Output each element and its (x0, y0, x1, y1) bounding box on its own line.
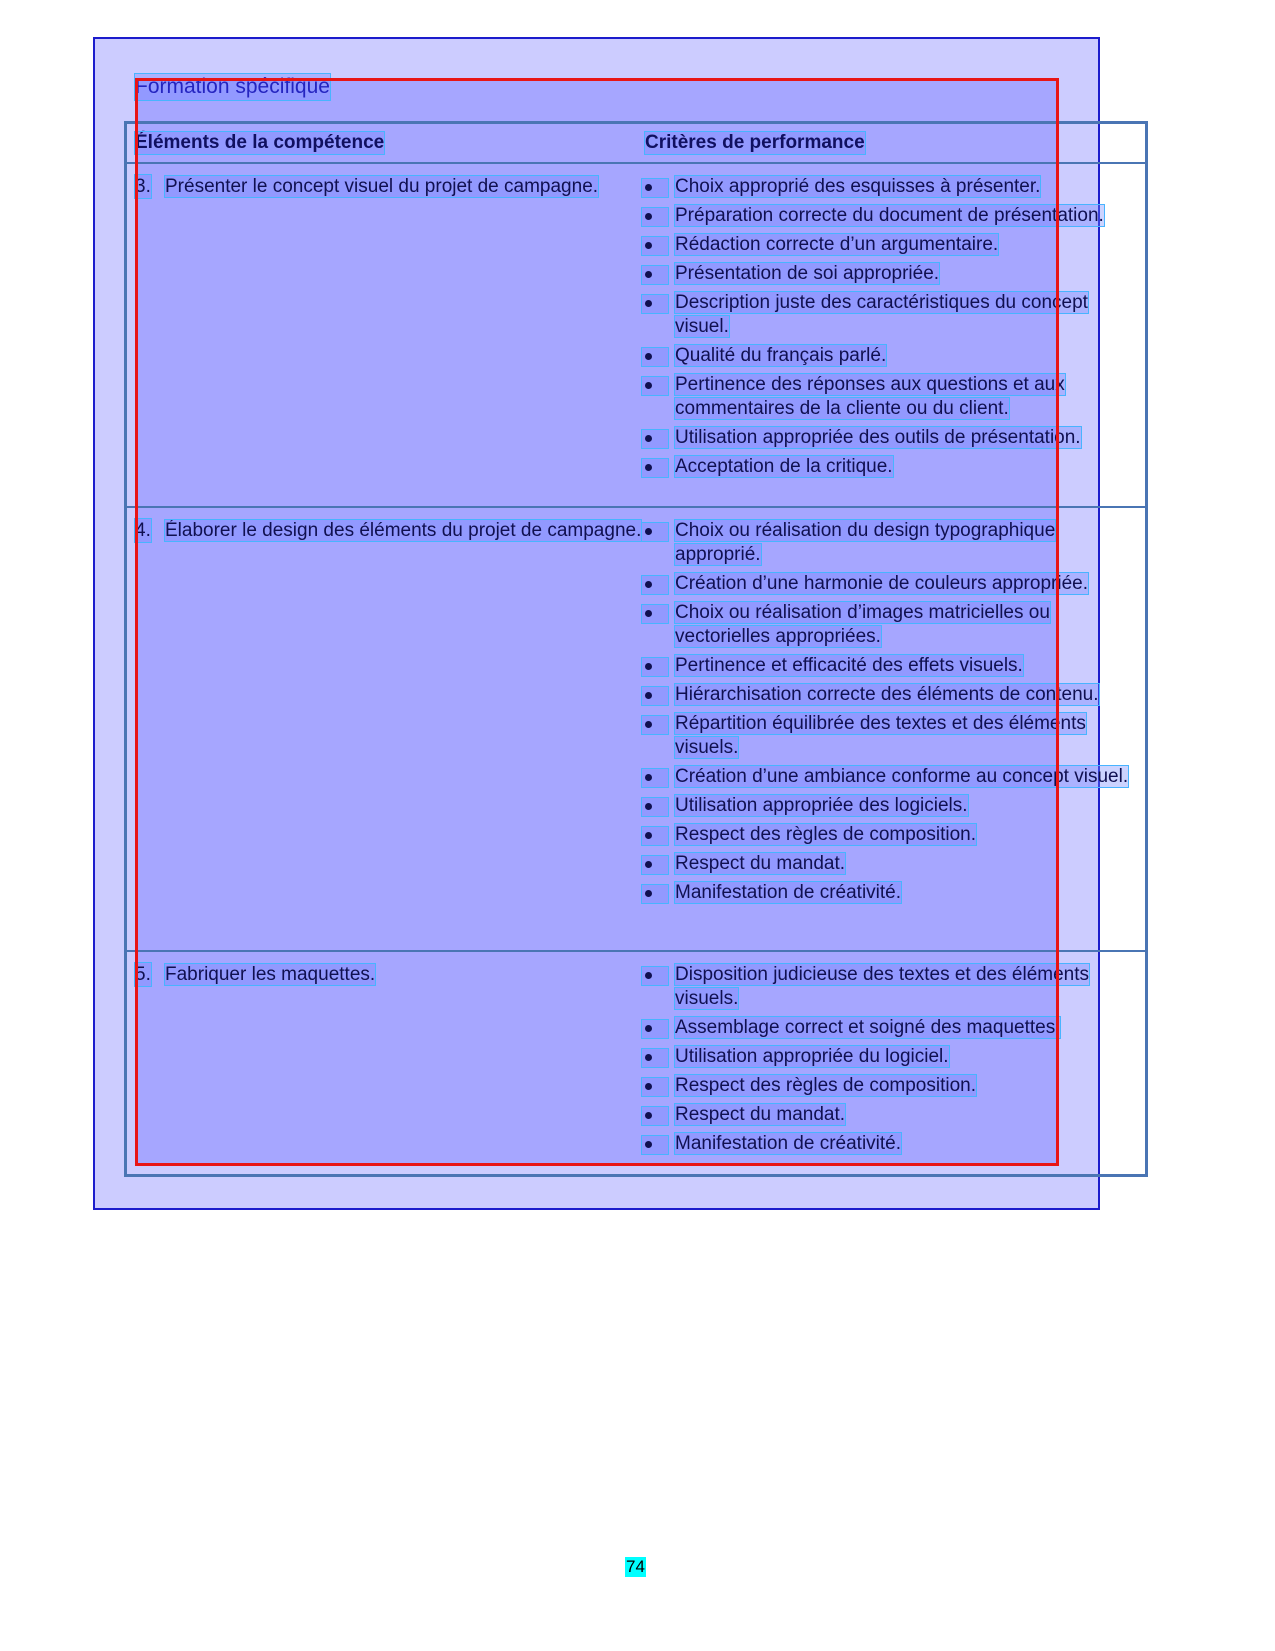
bullet-icon (645, 1083, 652, 1090)
table-row-divider (124, 506, 1148, 508)
list-item: Choix ou réalisation d’images matricielles ou vectorielles appropriées. (645, 601, 1135, 649)
bullet-icon (645, 803, 652, 810)
table-row-divider (124, 950, 1148, 952)
section-title: Formation spécifique (135, 75, 330, 98)
list-item: Respect du mandat. (645, 852, 1135, 876)
bullet-icon (645, 890, 652, 897)
competence-number: 5. (135, 964, 151, 985)
criteria-list (645, 963, 1135, 1161)
competence-number: 3. (135, 176, 151, 197)
bullet-icon (645, 1141, 652, 1148)
bullet-icon (645, 464, 652, 471)
list-item: Utilisation appropriée des outils de présentation. (645, 426, 1135, 450)
competence-number: 4. (135, 520, 151, 541)
competence-text: Présenter le concept visuel du projet de campagne. (165, 176, 599, 197)
competence-text: Fabriquer les maquettes. (165, 964, 376, 985)
list-item: Répartition équilibrée des textes et des éléments visuels. (645, 712, 1135, 760)
list-item: Utilisation appropriée du logiciel. (645, 1045, 1135, 1069)
competence-text: Élaborer le design des éléments du projet de campagne. (165, 520, 642, 541)
list-item: Description juste des caractéristiques du concept visuel. (645, 291, 1135, 339)
list-item: Création d’une ambiance conforme au concept visuel. (645, 765, 1135, 789)
bullet-icon (645, 435, 652, 442)
list-item: Qualité du français parlé. (645, 344, 1135, 368)
list-item: Manifestation de créativité. (645, 881, 1135, 905)
bullet-icon (645, 242, 652, 249)
bullet-icon (645, 1025, 652, 1032)
list-item: Choix ou réalisation du design typographique approprié. (645, 519, 1135, 567)
page-number: 74 (626, 1557, 645, 1576)
table-header-divider (124, 162, 1148, 164)
list-item: Pertinence des réponses aux questions et aux commentaires de la cliente ou du client. (645, 373, 1135, 421)
bullet-icon (645, 610, 652, 617)
list-item: Acceptation de la critique. (645, 455, 1135, 479)
bullet-icon (645, 692, 652, 699)
list-item: Respect du mandat. (645, 1103, 1135, 1127)
bullet-icon (645, 271, 652, 278)
list-item: Présentation de soi appropriée. (645, 262, 1135, 286)
bullet-icon (645, 861, 652, 868)
list-item: Pertinence et efficacité des effets visuels. (645, 654, 1135, 678)
list-item: Assemblage correct et soigné des maquettes. (645, 1016, 1135, 1040)
bullet-icon (645, 972, 652, 979)
bullet-icon (645, 353, 652, 360)
header-competence: Éléments de la compétence (135, 132, 385, 153)
list-item: Utilisation appropriée des logiciels. (645, 794, 1135, 818)
criteria-list (645, 175, 1135, 484)
header-criteria: Critères de performance (645, 132, 865, 153)
bullet-icon (645, 184, 652, 191)
table-row (135, 963, 645, 986)
list-item: Manifestation de créativité. (645, 1132, 1135, 1156)
list-item: Hiérarchisation correcte des éléments de contenu. (645, 683, 1135, 707)
criteria-list (645, 519, 1135, 910)
list-item: Choix approprié des esquisses à présenter. (645, 175, 1135, 199)
bullet-icon (645, 581, 652, 588)
list-item: Préparation correcte du document de présentation. (645, 204, 1135, 228)
list-item: Respect des règles de composition. (645, 823, 1135, 847)
bullet-icon (645, 1054, 652, 1061)
list-item: Respect des règles de composition. (645, 1074, 1135, 1098)
bullet-icon (645, 663, 652, 670)
bullet-icon (645, 300, 652, 307)
table-row (135, 175, 645, 198)
bullet-icon (645, 721, 652, 728)
bullet-icon (645, 382, 652, 389)
table-row (135, 519, 645, 542)
bullet-icon (645, 528, 652, 535)
bullet-icon (645, 832, 652, 839)
bullet-icon (645, 774, 652, 781)
bullet-icon (645, 213, 652, 220)
bullet-icon (645, 1112, 652, 1119)
list-item: Rédaction correcte d’un argumentaire. (645, 233, 1135, 257)
list-item: Création d’une harmonie de couleurs appropriée. (645, 572, 1135, 596)
list-item: Disposition judicieuse des textes et des éléments visuels. (645, 963, 1135, 1011)
